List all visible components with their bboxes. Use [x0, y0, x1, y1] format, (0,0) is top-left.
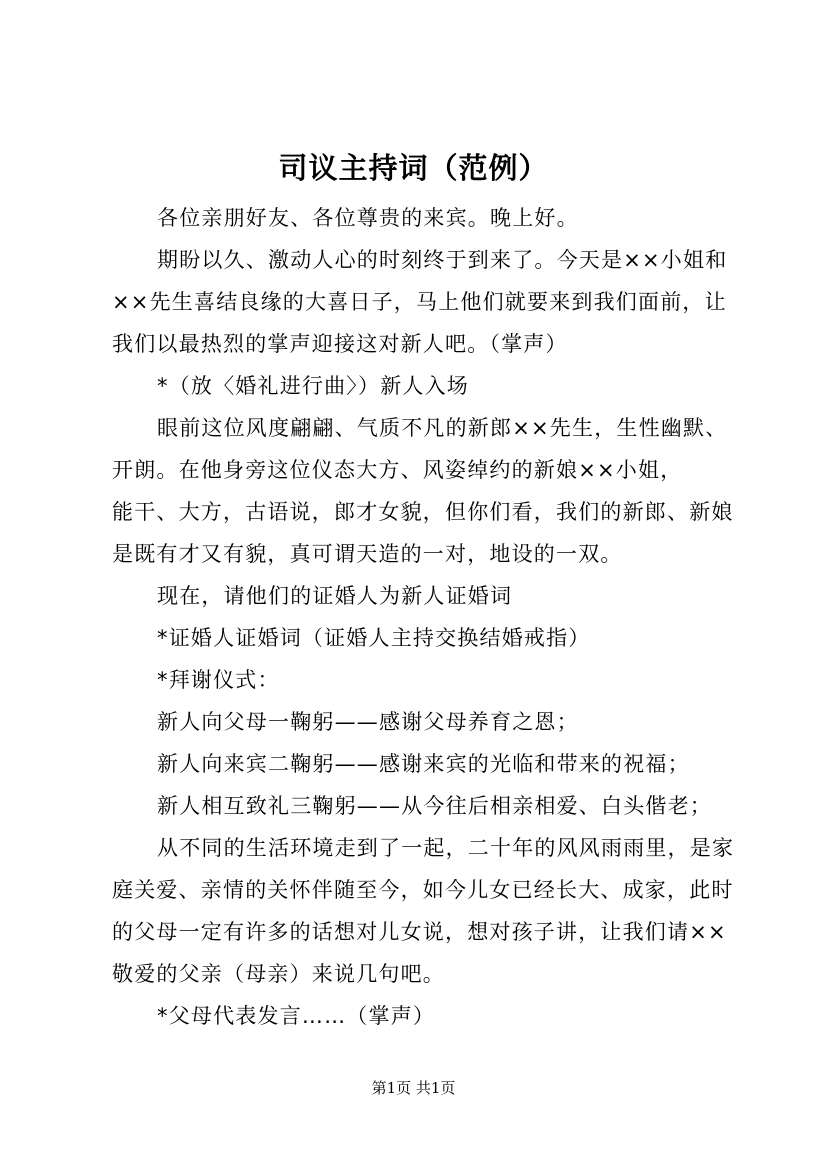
paragraph-line: 庭关爱、亲情的关怀伴随至今，如今儿女已经长大、成家，此时: [112, 878, 734, 902]
paragraph-line: 我们以最热烈的掌声迎接这对新人吧。（掌声）: [112, 332, 568, 356]
paragraph-line: ××先生喜结良缘的大喜日子，马上他们就要来到我们面前，让: [112, 290, 727, 314]
paragraph-line: *父母代表发言……（掌声）: [157, 1004, 436, 1028]
paragraph-line: 新人向父母一鞠躬——感谢父母养育之恩；: [157, 710, 579, 734]
document-title: 司议主持词（范例）: [278, 151, 549, 185]
paragraph-line: *（放〈婚礼进行曲〉）新人入场: [157, 374, 469, 398]
paragraph-line: *证婚人证婚词（证婚人主持交换结婚戒指）: [157, 626, 591, 650]
paragraph-line: 开朗。在他身旁这位仪态大方、风姿绰约的新娘××小姐，: [112, 458, 683, 482]
paragraph-line: 的父母一定有许多的话想对儿女说，想对孩子讲，让我们请××: [112, 920, 727, 944]
paragraph-line: 眼前这位风度翩翩、气质不凡的新郎××先生，生性幽默、: [157, 416, 728, 440]
paragraph-line: 各位亲朋好友、各位尊贵的来宾。晚上好。: [157, 206, 579, 230]
paragraph-line: 能干、大方，古语说，郎才女貌，但你们看，我们的新郎、新娘: [112, 500, 734, 524]
paragraph-line: 从不同的生活环境走到了一起，二十年的风风雨雨里，是家: [157, 836, 735, 860]
page-footer: 第1页 共1页: [371, 1079, 456, 1097]
paragraph-line: 现在，请他们的证婚人为新人证婚词: [157, 584, 513, 608]
paragraph-line: 期盼以久、激动人心的时刻终于到来了。今天是××小姐和: [157, 248, 728, 272]
document-body: [112, 197, 744, 1037]
paragraph-line: 新人相互致礼三鞠躬——从今往后相亲相爱、白头偕老；: [157, 794, 712, 818]
paragraph-line: 是既有才又有貌，真可谓天造的一对，地设的一双。: [112, 542, 623, 566]
paragraph-line: 敬爱的父亲（母亲）来说几句吧。: [112, 962, 445, 986]
paragraph-line: *拜谢仪式：: [157, 668, 280, 692]
paragraph-line: 新人向来宾二鞠躬——感谢来宾的光临和带来的祝福；: [157, 752, 690, 776]
